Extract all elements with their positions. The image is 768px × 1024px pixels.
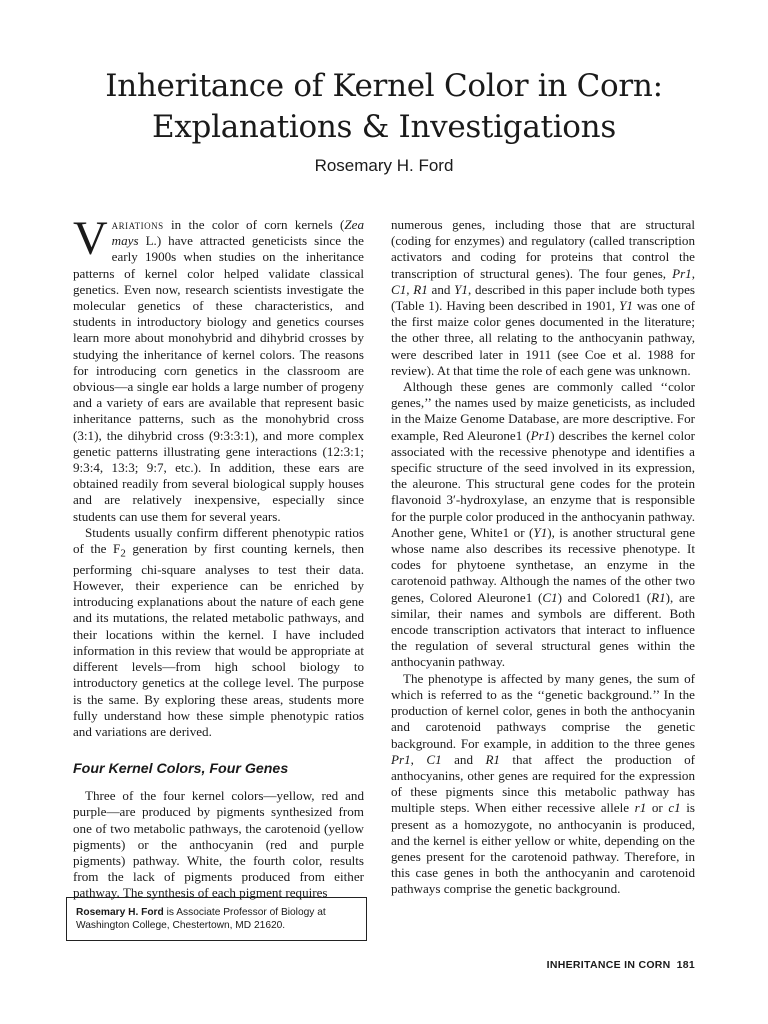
species-name: Zea mays [111, 217, 364, 249]
article-title [40, 66, 728, 148]
section-heading: Four Kernel Colors, Four Genes [73, 761, 289, 778]
paragraph-continued: numerous genes, including those that are structural (coding for enzymes) and regulatory (called transcription activators and coding for proteins that control the transcription of structural genes). The four genes, Pr1, C1, R1 and Y1, described in this paper include both types (Table 1). Having been described in 1901, Y1 was one of the first maize color genes documented in the literature; the other three, all relating to the anthocyanin pathway, were described later in 1911 (see Coe et al. 1988 for review). At that time the role of each gene was unknown. [391, 217, 696, 378]
left-column [73, 212, 364, 902]
title-line-1: Inheritance of Kernel Color in Corn: [105, 68, 663, 104]
running-title: INHERITANCE IN CORN [546, 959, 671, 971]
running-footer [440, 959, 695, 971]
paragraph-intro: Variations in the color of corn kernels (Zea mays L.) have attracted geneticists since the early 1900s when studies on the inheritance patterns of kernel color helped validate classical genetics. Even now, research scientists investigate the molecular genetics of these characteristics, and students in introductory biology and genetics courses learn more about monohybrid and dihybrid crosses by studying the inheritance of kernel colors. The reasons for introducing corn genetics in the classroom are obvious—a single ear holds a large number of progeny and a variety of ears are available that represent basic inheritance patterns, such as the monohybrid cross (3:1), the dihybrid cross (9:3:3:1), and more complex genetic patterns illustrating gene interactions (12:3:1; 9:3:4, 13:3; 9:7, etc.). In addition, these ears are obtained readily from several biological supply houses and are relatively inexpensive, especially since students can use them for several years. [73, 212, 364, 524]
footnote-author: Rosemary H. Ford [76, 907, 164, 918]
title-line-2: Explanations & Investigations [152, 109, 616, 145]
drop-cap: V [73, 212, 108, 265]
author-name: Rosemary H. Ford [314, 156, 454, 175]
footnote-affiliation: is Associate Professor of Biology at Washington College, Chestertown, MD 21620. [76, 907, 326, 931]
paragraph-3: Three of the four kernel colors—yellow, red and purple—are produced by pigments synthesized from one of two metabolic pathways, the carotenoid (yellow pigments) or the anthocyanin (red and purple pigments) pathway. White, the fourth color, results from the lack of pigments produced from either pathway. The synthesis of each pigment requires [73, 788, 364, 901]
page-number: 181 [676, 959, 695, 971]
author-footnote-box [66, 897, 367, 941]
paragraph-2: Students usually confirm different phenotypic ratios of the $F_2$ generation by first counting kernels, then performing chi-square analyses to test their data. However, their experience can be enriched by introducing explanations about the nature of each gene and its mutations, the related metabolic pathways, and their locations within the kernel. I have included information in this review that would be appropriate at different levels—from high school biology to introductory genetics at the college level. The purpose is the same. By exploring these areas, students more fully understand how these simple phenotypic ratios and variations are derived. [73, 524, 364, 739]
paragraph-genetic-background: The phenotype is affected by many genes, the sum of which is referred to as the ‘‘genetic background.’’ In the production of kernel color, genes in both the anthocyanin and carotenoid pathways comprise the genetic background. For example, in addition to the three genes Pr1, C1 and R1 that affect the production of anthocyanins, other genes are required for the expression of these pigments since this metabolic pathway has multiple steps. When either recessive allele r1 or c1 is present as a homozygote, no anthocyanin is produced, and the kernel is either yellow or white, depending on the genes present for the carotenoid pathway. Therefore, in this case genes in both the anthocyanin and carotenoid pathways comprise the genetic background. [391, 670, 696, 897]
paragraph-color-genes: Although these genes are commonly called ‘‘color genes,’’ the names used by maize geneticists, as included in the Maize Genome Database, are more descriptive. For example, Red Aleurone1 (Pr1) describes the kernel color associated with the recessive phenotype and identifies a specific structure of the seed involved in its expression, the aleurone. This structural gene codes for the protein flavonoid 3′-hydroxylase, an enzyme that is responsible for the purple color produced in the anthocyanin pathway. Another gene, White1 or (Y1), is another structural gene whose name also describes its recessive phenotype. It codes for phytoene synthetase, an enzyme in the carotenoid pathway. Although the names of the other two genes, Colored Aleurone1 (C1) and Colored1 (R1), are similar, their names and symbols are different. Both encode transcription activators that interact to influence the regulation of several structural genes within the anthocyanin pathway. [391, 379, 696, 670]
right-column [391, 217, 695, 898]
